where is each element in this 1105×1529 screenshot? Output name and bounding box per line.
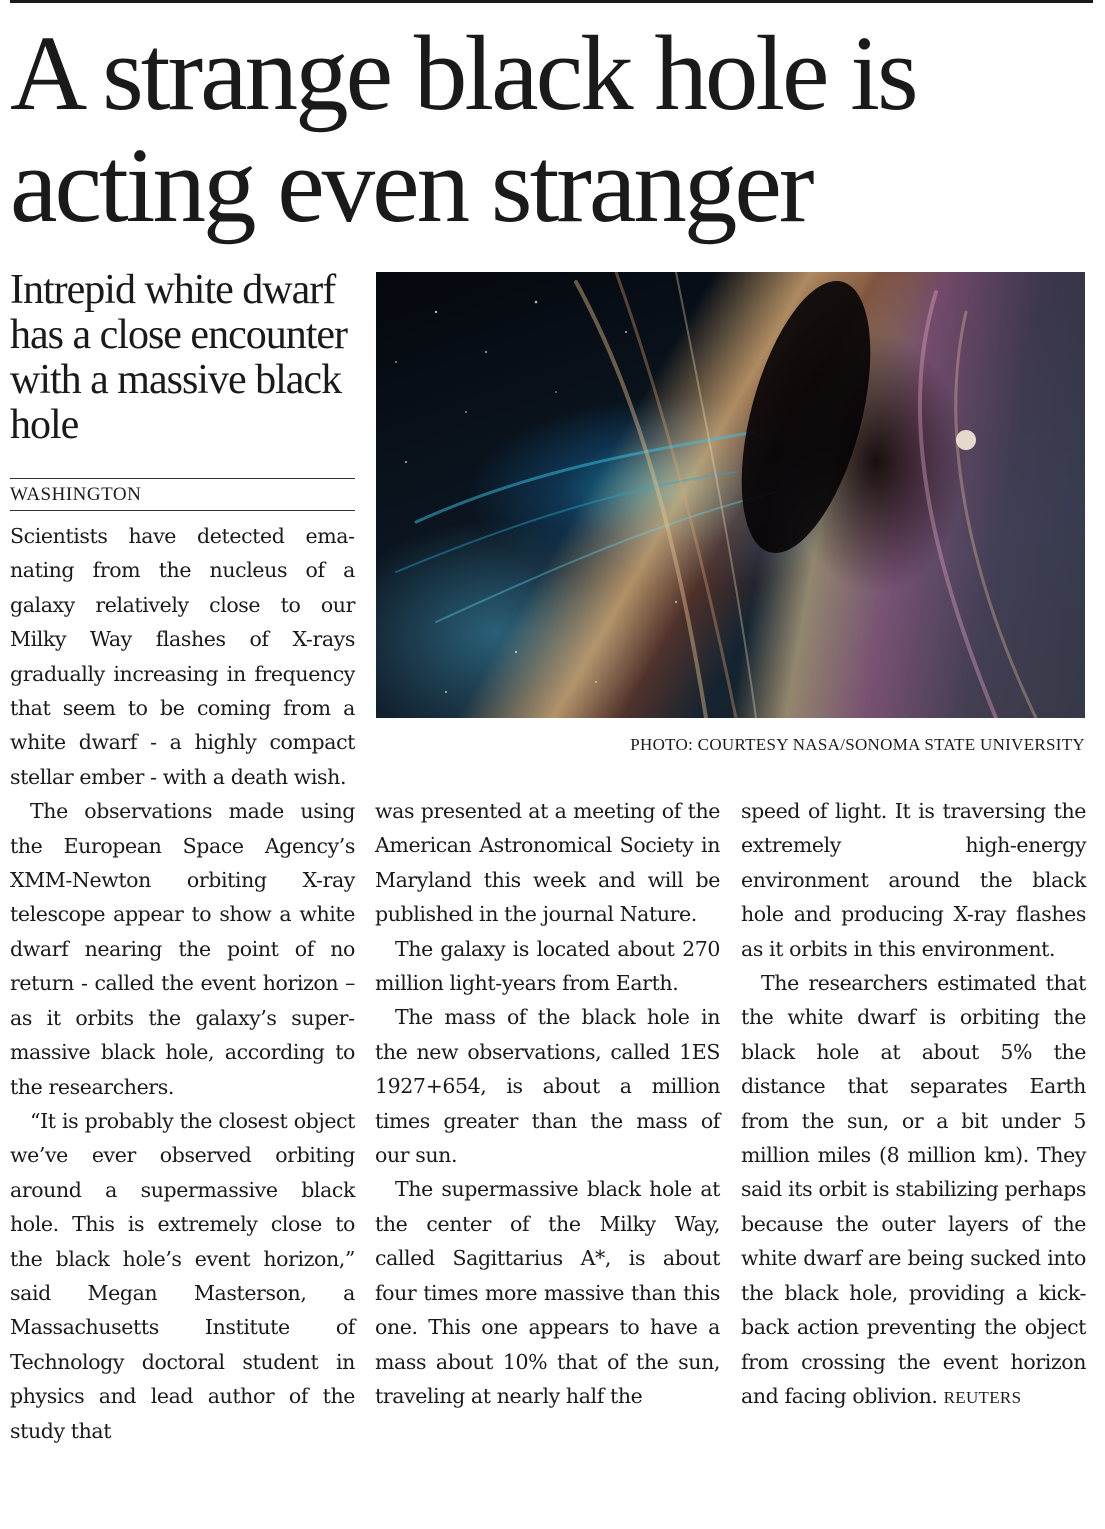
agency-signature: REUTERS (943, 1387, 1022, 1407)
body-paragraph: The supermassive black hole at the center of the Milky Way, called Sagittarius A*, is about four times more massive than this one. This one appears to have a mass about 10% that of the sun, traveling at nearly half the (375, 1177, 720, 1408)
subheadline: Intrepid white dwarf has a close encounter with a massive black hole (10, 267, 348, 448)
black-hole-photo (376, 272, 1085, 718)
headline: A strange black hole is acting even stranger (10, 15, 916, 245)
text-column-2 (375, 794, 720, 1413)
final-paragraph (741, 966, 1086, 1415)
photo-credit: PHOTO: COURTESY NASA/SONOMA STATE UNIVERSITY (630, 735, 1085, 754)
photo-illustration (376, 272, 1085, 718)
body-paragraph: The galaxy is located about 270 million light-years from Earth. (375, 936, 720, 996)
text-column-3 (741, 794, 1086, 1415)
body-paragraph: was presented at a meeting of the American Astronomical Society in Maryland this week and will be published in the journal Nature. (375, 799, 720, 927)
dateline-bottom-rule (10, 510, 355, 511)
body-paragraph: speed of light. It is traversing the extremely high-energy environment around the black hole and producing X-ray flashes as it orbits in this environment. (741, 799, 1086, 961)
top-rule (10, 0, 1093, 3)
body-paragraph: The mass of the black hole in the new observations, called 1ES 1927+654, is about a million times greater than the mass of our sun. (375, 1005, 720, 1168)
body-paragraph: Scientists have detected emanating from the nucleus of a galaxy relatively close to our Milky Way flashes of X-rays gradually increasing in frequency that seem to be coming from a white dwarf - a highly compact stellar ember - with a death wish. (10, 524, 355, 789)
body-paragraph: The researchers estimated that the white dwarf is orbiting the black hole at about 5% the distance that separates Earth from the sun, or a bit under 5 million miles (8 million km). They said its orbit is stabilizing perhaps because the outer layers of the white dwarf are being sucked into the black hole, providing a kick-back action preventing the object from crossing the event horizon and facing oblivion. (741, 971, 1086, 1408)
body-paragraph: The observations made using the European Space Agency’s XMM-Newton orbiting X-ray telescope appear to show a white dwarf nearing the point of no return - called the event horizon – as it orbits the galaxy’s supermassive black hole, according to the researchers. (10, 799, 355, 1099)
dateline-top-rule (10, 478, 355, 479)
dateline: WASHINGTON (10, 484, 142, 505)
text-column-1 (10, 519, 355, 1448)
body-paragraph: “It is probably the closest object we’ve ever observed orbiting around a supermassive black hole. This is extremely close to the black hole’s event horizon,” said Megan Masterson, a Massachusetts Institute of Technology doctoral student in physics and lead author of the study that (10, 1108, 355, 1443)
